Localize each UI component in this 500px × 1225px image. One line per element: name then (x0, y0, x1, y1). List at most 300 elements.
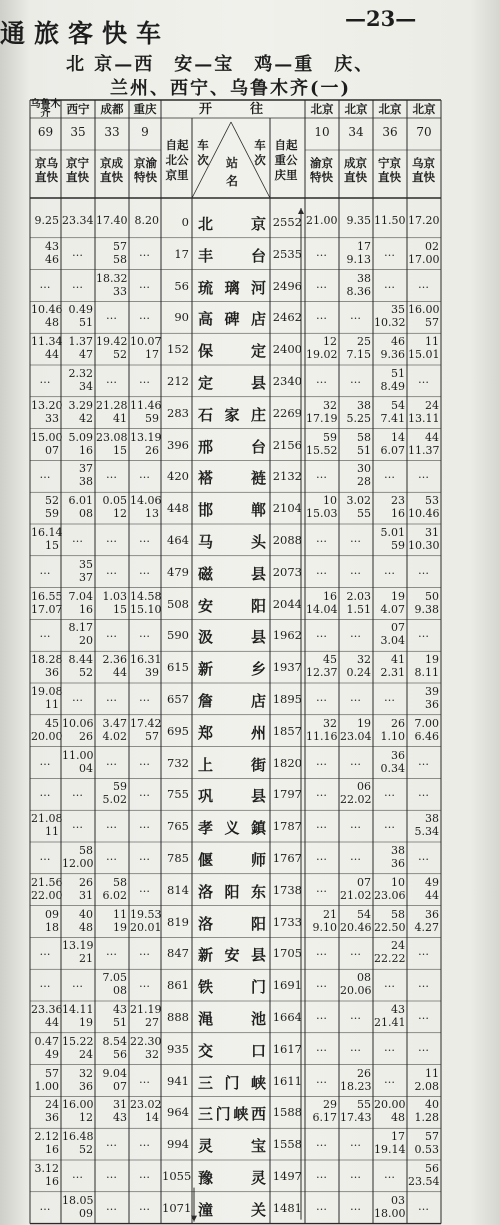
km-from-beijing: 785 (167, 851, 189, 865)
time-cell: … (72, 691, 83, 704)
time-cell-dep: 9.36 (380, 348, 405, 362)
time-cell-arr: 8.54 (102, 1034, 127, 1048)
time-cell-dep: 21.02 (340, 888, 372, 902)
km-from-beijing: 90 (174, 310, 189, 325)
time-cell: … (418, 1040, 429, 1054)
time-cell-dep: 34 (79, 380, 93, 393)
time-cell-arr: 7.05 (102, 971, 127, 985)
km-from-beijing: 1071 (162, 1200, 192, 1215)
time-cell-dep: 36 (45, 1111, 59, 1125)
time-cell-arr: 32 (323, 398, 337, 412)
time-cell: … (316, 818, 327, 832)
time-cell-dep: 18.00 (374, 1206, 406, 1220)
time-cell: … (350, 563, 361, 577)
time-cell: … (139, 563, 150, 577)
time-cell-dep: 20.46 (340, 920, 372, 934)
km-from-chongqing: 1691 (272, 978, 302, 993)
train-number: 36 (382, 125, 398, 139)
time-cell: … (384, 977, 395, 991)
time-cell-dep: 47 (79, 348, 93, 362)
time-cell-arr: 43 (391, 1003, 405, 1016)
time-cell-dep: 8.11 (414, 666, 439, 680)
time-cell: … (350, 627, 361, 641)
time-cell-dep: 23.54 (408, 1175, 440, 1188)
time-cell: … (139, 850, 150, 863)
time-cell-dep: 51 (113, 1016, 127, 1029)
time-cell-dep: 07 (113, 1079, 127, 1093)
time-cell-arr: 16.55 (31, 589, 63, 603)
time-cell: … (316, 1136, 327, 1150)
km-from-beijing: 941 (167, 1073, 189, 1088)
time-cell-dep: 16 (45, 1175, 59, 1188)
time-cell: … (106, 563, 117, 577)
time-cell-arr: 20.00 (374, 1098, 406, 1112)
time-cell-arr: 9.04 (102, 1066, 127, 1080)
time-cell: … (418, 1199, 429, 1213)
time-cell-arr: 21.08 (31, 812, 63, 826)
time-cell: … (350, 1009, 361, 1022)
time-cell: … (139, 977, 150, 991)
time-cell-dep: 42 (79, 411, 93, 425)
time-cell-arr: 16.00 (62, 1098, 94, 1112)
time-cell: … (139, 1072, 150, 1086)
km-from-beijing: 508 (167, 596, 189, 611)
km-from-beijing: 396 (167, 437, 189, 452)
time-cell-arr: 6.01 (68, 494, 93, 508)
time-cell-arr: 22.30 (130, 1034, 162, 1048)
time-cell-dep: 44 (113, 666, 127, 680)
time-cell: … (39, 373, 51, 386)
km-from-chongqing: 2088 (272, 533, 302, 547)
time-cell-dep: 59 (391, 539, 405, 552)
time-cell-dep: 1.28 (414, 1111, 439, 1125)
km-from-beijing: 17 (174, 246, 189, 261)
time-cell-dep: 0.24 (346, 666, 371, 680)
time-cell-arr: 40 (425, 1098, 439, 1112)
time-cell-dep: 18.23 (340, 1079, 372, 1093)
time-cell: … (418, 754, 429, 768)
time-cell-dep: 59 (45, 507, 59, 521)
time-cell-arr: 2.32 (68, 367, 93, 380)
time-cell-dep: 15 (113, 602, 127, 616)
time-cell: … (384, 691, 395, 704)
station-name: 詹 店 (198, 692, 266, 710)
time-cell-dep: 22.22 (374, 952, 406, 966)
time-cell-dep: 16 (391, 507, 405, 521)
time-cell: … (316, 850, 327, 863)
time-cell: … (350, 754, 361, 768)
time-cell: … (139, 245, 150, 259)
km-from-beijing: 464 (167, 533, 189, 547)
time-cell: … (106, 1168, 117, 1181)
time-cell: … (418, 786, 429, 800)
time-cell-dep: 20.06 (340, 984, 372, 998)
route-subtitle-line1: 北 京—西 安—宝 鸡—重 庆、 (66, 54, 375, 75)
time-cell-arr: 19.53 (130, 907, 162, 921)
time-cell-arr: 11.00 (62, 748, 94, 762)
time-cell: … (316, 881, 327, 895)
station-name: 潼 关 (198, 1200, 266, 1219)
km-from-chongqing-header: 自起重公庆里 (274, 138, 298, 182)
time-cell: … (316, 977, 327, 991)
time-cell-arr: 14.11 (62, 1003, 94, 1016)
time-cell-arr: 56 (425, 1162, 439, 1175)
station-name: 新 乡 (198, 660, 266, 679)
train-kind: 渝京特快 (310, 156, 333, 184)
time-cell-arr: 44 (425, 430, 439, 444)
time-cell-arr: 16 (323, 589, 337, 603)
time-cell: … (106, 818, 117, 832)
train-kind: 京宁直快 (66, 156, 89, 184)
time-cell-arr: 35 (391, 303, 405, 317)
time-cell-arr: 16.31 (130, 653, 162, 667)
time-cell-arr: 10.06 (62, 716, 94, 730)
time-cell-dep: 1.10 (380, 729, 405, 743)
time-cell-dep: 58 (113, 252, 127, 266)
time-cell-dep: 48 (45, 316, 59, 330)
station-name: 豫 灵 (198, 1169, 266, 1187)
time-cell-dep: 19.02 (306, 348, 338, 362)
time-cell-arr: 23 (391, 494, 405, 508)
time-cell-dep: 17.43 (340, 1111, 372, 1125)
time-cell: … (106, 945, 117, 959)
time-cell: … (418, 563, 429, 577)
time-cell-dep: 48 (79, 920, 93, 934)
time-cell-arr: 23.36 (31, 1003, 63, 1016)
time-cell-arr: 07 (357, 875, 371, 889)
time-cell-arr: 14.06 (130, 494, 162, 508)
km-from-chongqing: 1481 (272, 1200, 302, 1215)
time-cell-dep: 19 (113, 920, 127, 934)
station-name: 郑 州 (198, 723, 266, 742)
time-cell: … (350, 532, 361, 545)
km-from-beijing: 56 (174, 278, 189, 293)
time-cell-arr: 29 (323, 1098, 337, 1112)
time-cell-dep: 17.00 (408, 252, 440, 266)
time-cell-arr: 37 (79, 462, 93, 476)
train-number: 10 (314, 125, 330, 139)
station-name: 定 县 (198, 374, 266, 392)
time-cell-arr: 38 (425, 812, 439, 826)
time-cell-dep: 8.36 (346, 284, 371, 298)
time-cell-dep: 0.53 (414, 1143, 439, 1157)
km-from-beijing: 695 (167, 723, 189, 738)
time-cell-arr: 18.32 (96, 271, 128, 285)
time-cell: … (316, 1168, 327, 1181)
train-kind: 京渝特快 (134, 156, 157, 184)
time-cell: 9.35 (346, 214, 371, 227)
km-from-chongqing: 2073 (272, 564, 302, 579)
time-cell-arr: 53 (425, 494, 439, 508)
time-cell-arr: 52 (45, 494, 59, 508)
time-cell-arr: 8.17 (68, 621, 93, 635)
station-name: 上 街 (198, 755, 266, 774)
time-cell-dep: 43 (113, 1111, 127, 1125)
km-from-beijing: 994 (167, 1137, 189, 1152)
time-cell: … (72, 818, 83, 832)
time-cell-arr: 43 (45, 239, 59, 253)
km-from-chongqing: 1497 (272, 1169, 302, 1183)
time-cell-dep: 16 (79, 602, 93, 616)
time-cell-arr: 36 (425, 907, 439, 921)
time-cell: … (384, 563, 395, 577)
time-cell-dep: 59 (145, 411, 159, 425)
time-cell-dep: 57 (425, 316, 439, 330)
time-cell-arr: 5.01 (380, 526, 405, 539)
time-cell-dep: 52 (113, 348, 127, 362)
time-cell-dep: 37 (79, 570, 93, 584)
time-cell-dep: 22.02 (340, 793, 372, 807)
station-name: 磁 县 (198, 564, 266, 583)
time-cell-arr: 59 (113, 780, 127, 794)
time-cell: … (350, 818, 361, 832)
time-cell: … (106, 691, 117, 704)
time-cell-arr: 19.08 (31, 685, 63, 698)
time-cell: … (384, 786, 395, 800)
km-from-beijing: 479 (167, 564, 189, 579)
time-cell-arr: 5.09 (68, 430, 93, 444)
time-cell: … (39, 850, 51, 863)
time-cell-arr: 30 (357, 462, 371, 476)
km-from-chongqing: 1588 (272, 1105, 302, 1120)
time-cell-arr: 50 (425, 589, 439, 603)
time-cell-arr: 11 (425, 1066, 439, 1080)
km-from-chongqing: 2340 (272, 374, 302, 388)
time-cell: … (139, 309, 150, 323)
time-cell: … (139, 691, 150, 704)
km-from-chongqing: 2156 (272, 437, 302, 452)
km-from-chongqing: 2104 (272, 501, 302, 516)
time-cell-arr: 38 (357, 271, 371, 285)
time-cell-arr: 57 (425, 1130, 439, 1144)
time-cell: … (39, 945, 51, 959)
km-from-beijing: 888 (167, 1010, 189, 1024)
time-cell: … (139, 627, 150, 641)
time-cell-arr: 15.00 (31, 430, 63, 444)
time-cell-dep: 15 (45, 539, 59, 552)
time-cell: … (106, 373, 117, 386)
train-no-header-right: 车次 (254, 138, 266, 167)
time-cell: … (316, 754, 327, 768)
time-cell-dep: 18 (45, 920, 59, 934)
time-cell-dep: 51 (357, 443, 371, 457)
station-name: 渑 池 (198, 1010, 266, 1028)
time-cell-dep: 0.34 (380, 761, 405, 775)
time-cell-arr: 19.42 (96, 335, 128, 349)
time-cell: … (418, 850, 429, 863)
time-cell: … (384, 818, 395, 832)
direction-label: 开 往 (198, 102, 267, 117)
time-cell-arr: 41 (391, 653, 405, 667)
time-cell-arr: 19 (425, 653, 439, 667)
km-from-chongqing: 1705 (272, 946, 302, 961)
time-cell: … (316, 532, 327, 545)
time-cell: … (139, 468, 150, 482)
km-from-chongqing: 1558 (272, 1137, 302, 1152)
time-cell-arr: 13.19 (62, 939, 94, 953)
train-kind: 京成直快 (100, 156, 123, 184)
time-cell-arr: 07 (391, 621, 405, 635)
time-cell: … (72, 277, 83, 291)
time-cell-arr: 21.56 (31, 875, 63, 889)
time-cell-dep: 11 (45, 698, 59, 711)
time-cell: … (350, 850, 361, 863)
time-cell-arr: 58 (113, 875, 127, 889)
km-from-chongqing: 1797 (272, 787, 302, 802)
time-cell-arr: 21.28 (96, 398, 128, 412)
time-cell-dep: 20.00 (31, 729, 63, 743)
time-cell-arr: 25 (357, 335, 371, 349)
time-cell: … (39, 754, 51, 768)
time-cell-dep: 2.08 (414, 1079, 439, 1093)
time-cell-arr: 0.47 (34, 1034, 59, 1048)
time-cell: … (316, 1040, 327, 1054)
time-cell: … (316, 373, 327, 386)
time-cell-arr: 26 (357, 1066, 371, 1080)
time-cell-arr: 12 (323, 335, 337, 349)
time-cell-dep: 23.04 (340, 729, 372, 743)
time-cell: … (316, 245, 327, 259)
time-cell-dep: 26 (79, 729, 93, 743)
time-cell-arr: 58 (79, 844, 93, 857)
km-from-beijing-header: 自起北公京里 (165, 138, 189, 182)
time-cell: … (418, 1009, 429, 1022)
time-cell-arr: 24 (45, 1098, 59, 1112)
time-cell-arr: 38 (357, 398, 371, 412)
page-number: —23— (345, 6, 417, 31)
time-cell-dep: 20 (79, 634, 93, 648)
train-kind: 乌京直快 (412, 156, 435, 184)
time-cell: … (106, 309, 117, 323)
time-cell: … (350, 1136, 361, 1150)
time-cell-dep: 08 (79, 507, 93, 521)
train-kind: 成京直快 (344, 156, 367, 184)
time-cell: … (106, 754, 117, 768)
time-cell-dep: 19.14 (374, 1143, 406, 1157)
time-cell-dep: 44 (45, 348, 59, 362)
train-kind: 京乌直快 (35, 156, 58, 184)
time-cell-dep: 11.37 (408, 443, 440, 457)
km-from-chongqing: 2132 (272, 469, 302, 484)
time-cell-dep: 17.07 (31, 602, 63, 616)
time-cell-arr: 13.20 (31, 398, 63, 412)
station-name: 琉 璃 河 (198, 278, 266, 297)
time-cell-arr: 11 (425, 335, 439, 349)
time-cell: 23.34 (62, 214, 94, 227)
time-cell-dep: 17.19 (306, 411, 338, 425)
time-cell: … (384, 1168, 395, 1181)
time-cell-arr: 26 (391, 716, 405, 730)
km-from-beijing: 283 (167, 405, 189, 420)
time-cell-dep: 4.07 (380, 602, 405, 616)
station-name: 三门峡西 (198, 1105, 266, 1124)
time-cell-dep: 14.04 (306, 602, 338, 616)
time-cell-arr: 24 (425, 398, 439, 412)
time-cell-dep: 57 (145, 729, 159, 743)
time-cell: … (316, 309, 327, 323)
train-no-header-left: 车次 (197, 138, 209, 167)
time-cell-dep: 2.31 (380, 666, 405, 680)
km-from-chongqing: 1937 (272, 660, 302, 675)
train-destination-header: 北京 (344, 102, 368, 116)
time-cell: 8.20 (134, 214, 159, 227)
station-name: 偃 师 (198, 851, 266, 869)
time-cell-arr: 0.49 (68, 303, 93, 317)
time-cell: … (316, 563, 327, 577)
time-cell: … (39, 1199, 51, 1213)
station-name: 三 门 峡 (198, 1073, 266, 1092)
time-cell-dep: 15.03 (306, 507, 338, 521)
km-from-chongqing: 1617 (272, 1041, 302, 1056)
time-cell-arr: 54 (357, 907, 371, 921)
station-name: 高 碑 店 (198, 310, 266, 329)
time-cell: … (139, 532, 150, 545)
time-cell-arr: 55 (357, 1098, 371, 1112)
time-cell: … (418, 945, 429, 959)
time-cell: … (316, 786, 327, 800)
time-cell: … (316, 1009, 327, 1022)
time-cell-dep: 19 (79, 1016, 93, 1029)
time-cell-arr: 08 (357, 971, 371, 985)
time-cell-dep: 11.16 (306, 729, 338, 743)
station-name: 交 口 (198, 1041, 266, 1060)
time-cell: … (106, 468, 117, 482)
time-cell-dep: 38 (79, 475, 93, 489)
km-from-chongqing: 2462 (272, 310, 302, 325)
time-cell-dep: 9.10 (312, 920, 337, 934)
time-cell-dep: 1.00 (34, 1079, 59, 1093)
time-cell-arr: 59 (323, 430, 337, 444)
time-cell-arr: 10 (323, 494, 337, 508)
time-cell-dep: 6.02 (102, 888, 127, 902)
time-cell: … (139, 1199, 150, 1213)
time-cell-arr: 11.46 (130, 398, 162, 412)
time-cell-dep: 52 (79, 1143, 93, 1157)
station-name: 巩 县 (198, 787, 266, 806)
time-cell-dep: 15.10 (130, 602, 162, 616)
page-title: 通旅客快车 (0, 19, 171, 48)
time-cell-dep: 1.51 (346, 602, 371, 616)
train-destination-header: 乌鲁木齐 (30, 99, 61, 119)
km-from-beijing: 861 (167, 978, 189, 993)
km-from-chongqing: 1767 (272, 851, 302, 865)
time-cell-arr: 38 (391, 844, 405, 857)
time-cell-arr: 3.29 (68, 398, 93, 412)
time-cell-arr: 51 (391, 367, 405, 380)
time-cell-arr: 7.00 (414, 716, 439, 730)
time-cell-arr: 1.03 (102, 589, 127, 603)
km-from-chongqing: 1820 (272, 755, 302, 770)
station-name: 石 家 庄 (198, 405, 266, 424)
time-cell-arr: 23.08 (96, 430, 128, 444)
km-from-chongqing: 1664 (272, 1010, 302, 1024)
time-cell-arr: 13.19 (130, 430, 162, 444)
station-name: 孝 义 鎮 (198, 819, 266, 838)
time-cell-arr: 36 (391, 748, 405, 762)
time-cell-arr: 19 (391, 589, 405, 603)
train-destination-header: 北京 (310, 102, 334, 116)
station-name: 洛 阳 东 (198, 882, 266, 901)
time-cell-arr: 39 (425, 685, 439, 698)
time-cell: … (39, 277, 51, 291)
time-cell-dep: 39 (145, 666, 159, 680)
time-cell-dep: 49 (45, 1047, 59, 1061)
time-cell: … (384, 245, 395, 259)
time-cell-dep: 8.49 (380, 380, 405, 393)
time-cell: … (72, 977, 83, 991)
train-destination-header: 重庆 (133, 102, 157, 116)
train-destination-header: 成都 (100, 102, 124, 116)
